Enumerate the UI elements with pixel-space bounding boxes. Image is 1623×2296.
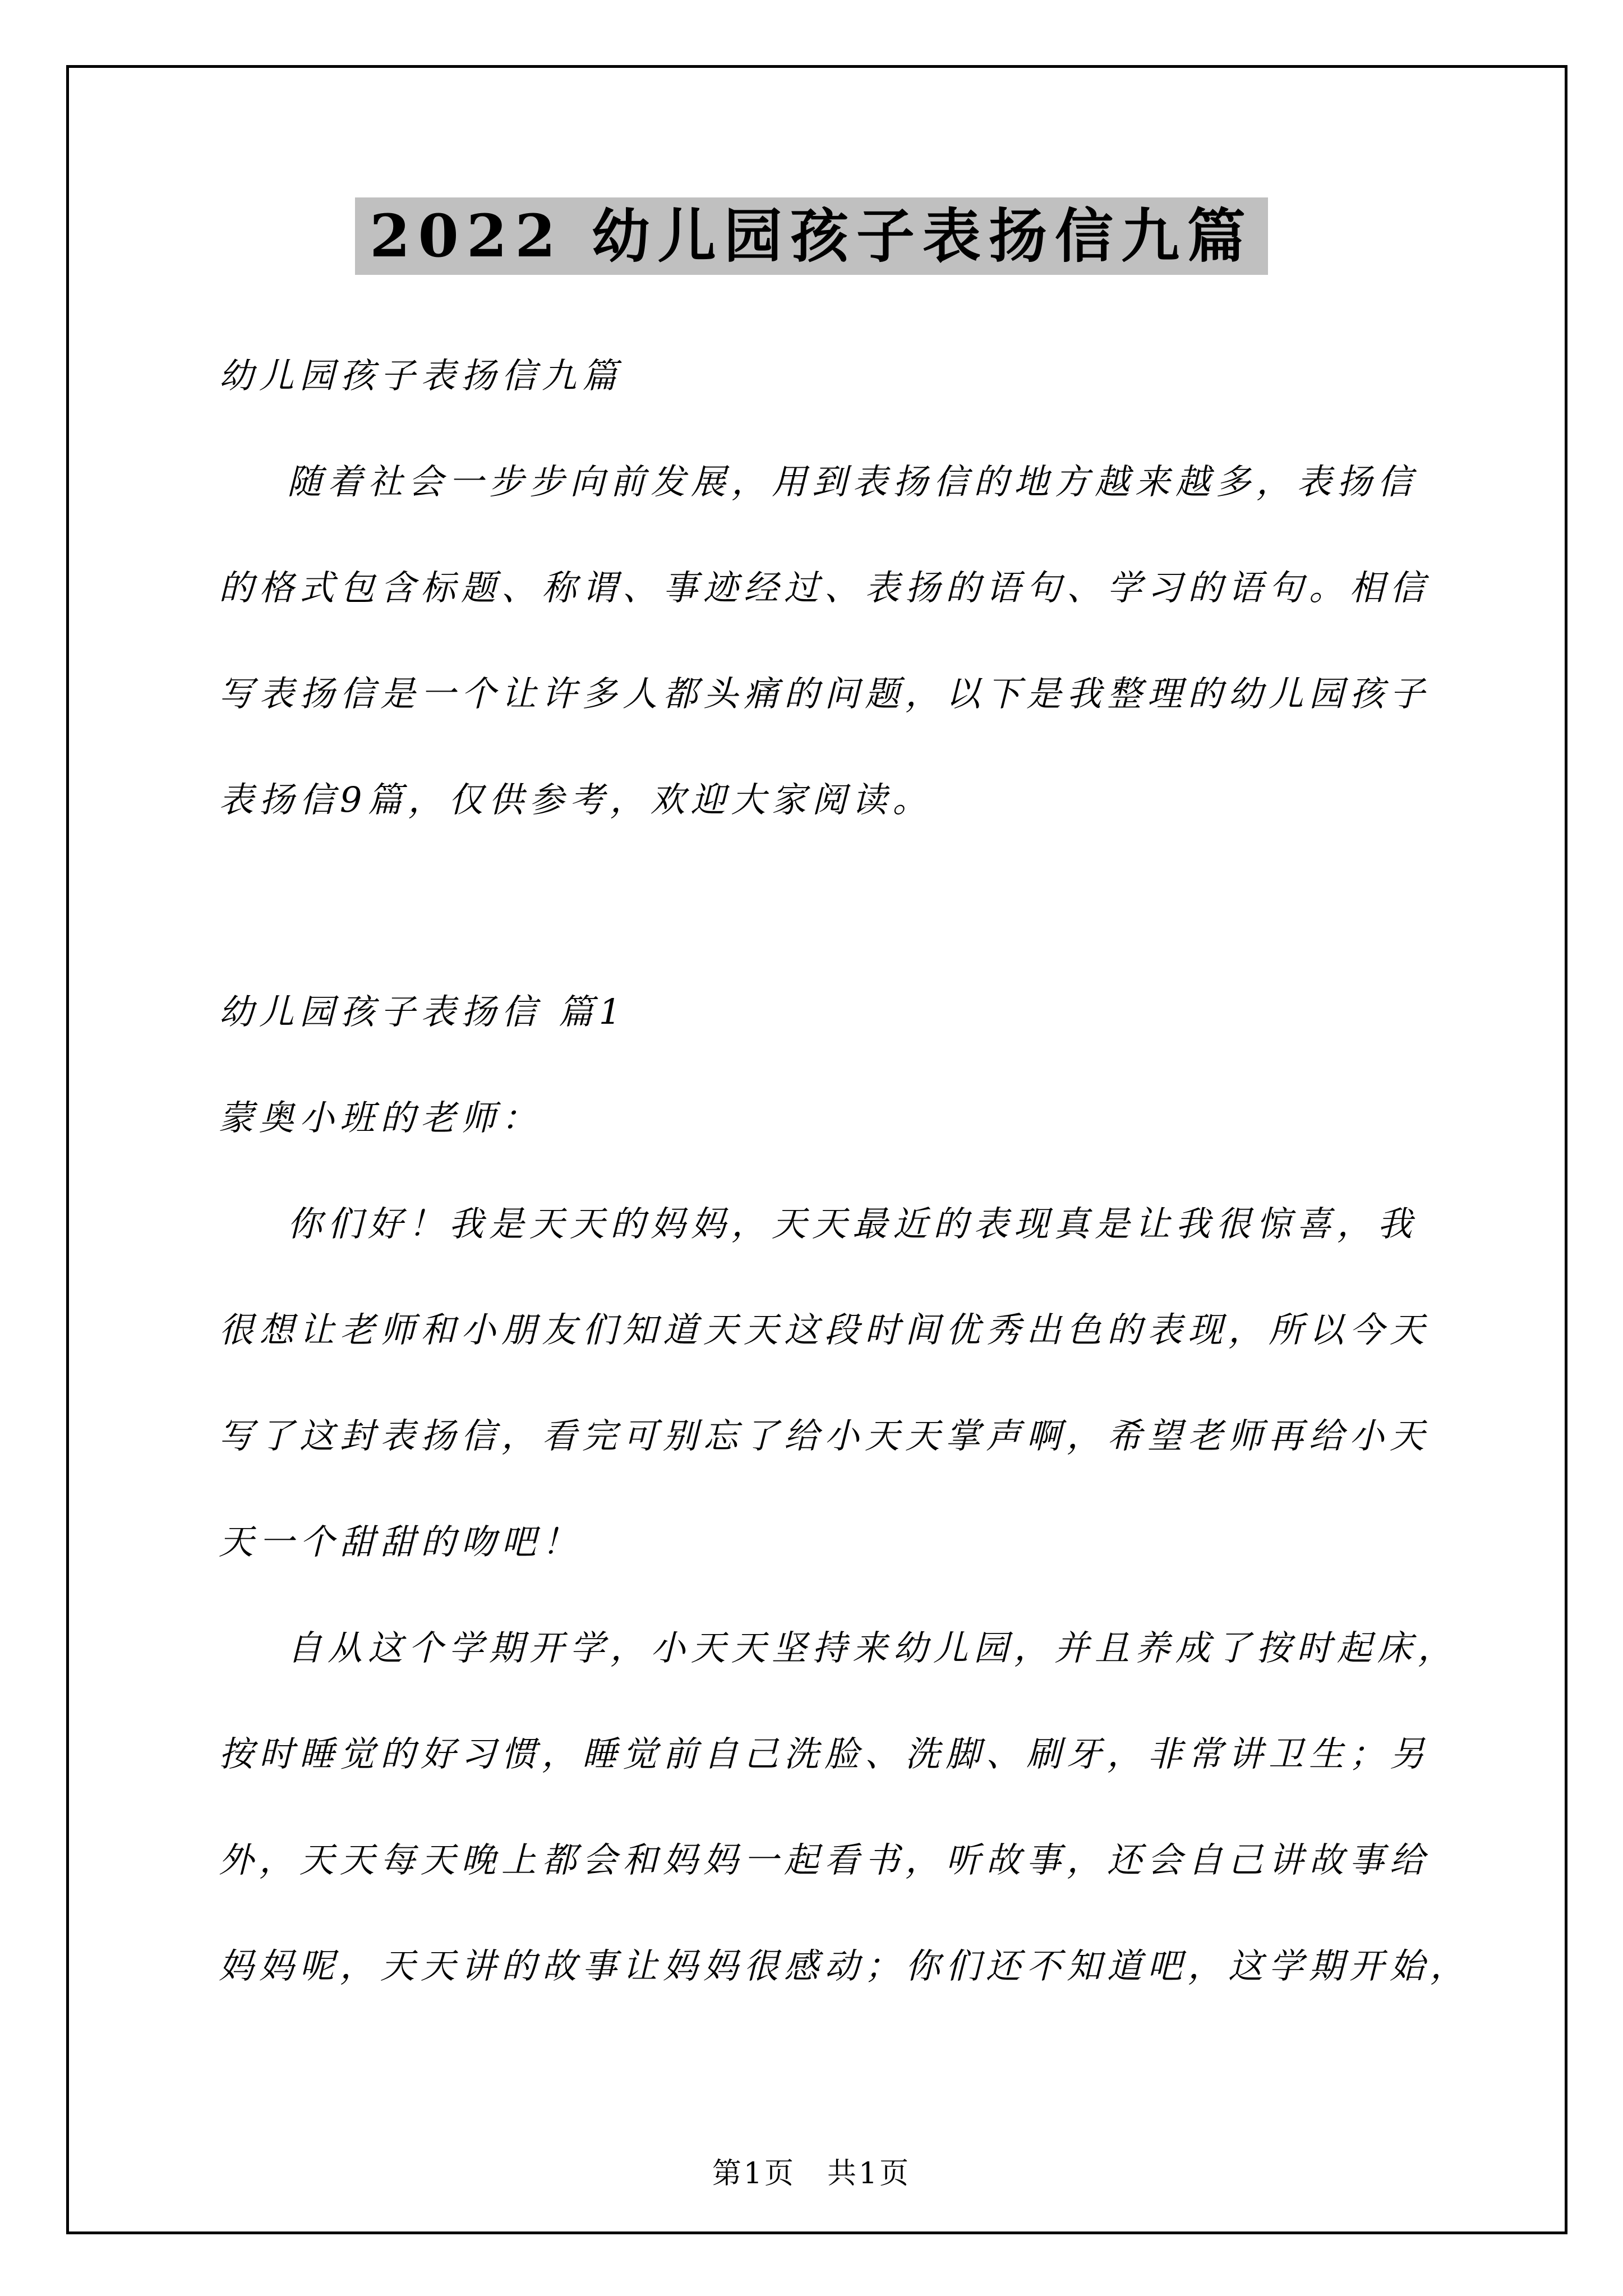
body-line: 很想让老师和小朋友们知道天天这段时间优秀出色的表现，所以今天	[219, 1309, 1431, 1350]
body-line: 妈妈呢，天天讲的故事让妈妈很感动；你们还不知道吧，这学期开始，	[219, 1945, 1471, 1986]
body-line: 写表扬信是一个让许多人都头痛的问题，以下是我整理的幼儿园孩子	[219, 673, 1431, 714]
body-line: 外，天天每天晚上都会和妈妈一起看书，听故事，还会自己讲故事给	[219, 1839, 1431, 1880]
body-line: 幼儿园孩子表扬信 篇1	[219, 991, 627, 1032]
body-line: 的格式包含标题、称谓、事迹经过、表扬的语句、学习的语句。相信	[219, 567, 1431, 608]
body-line: 天一个甜甜的吻吧！	[219, 1521, 583, 1562]
body-line: 表扬信9篇，仅供参考，欢迎大家阅读。	[219, 779, 933, 820]
body-line: 蒙奥小班的老师：	[219, 1097, 542, 1138]
body-line: 自从这个学期开学，小天天坚持来幼儿园，并且养成了按时起床，	[287, 1627, 1459, 1668]
document-body	[219, 323, 1471, 2019]
body-line: 幼儿园孩子表扬信九篇	[219, 355, 623, 396]
body-line: 按时睡觉的好习惯，睡觉前自己洗脸、洗脚、刷牙，非常讲卫生；另	[219, 1733, 1431, 1774]
body-line-blank	[219, 853, 1464, 959]
title-row	[0, 197, 1623, 275]
document-title: 2022 幼儿园孩子表扬信九篇	[355, 197, 1268, 275]
page-number-footer: 第1页 共1页	[712, 2157, 911, 2191]
body-line: 你们好！我是天天的妈妈，天天最近的表现真是让我很惊喜，我	[287, 1203, 1418, 1244]
body-line: 写了这封表扬信，看完可别忘了给小天天掌声啊，希望老师再给小天	[219, 1415, 1431, 1456]
body-line: 随着社会一步步向前发展，用到表扬信的地方越来越多，表扬信	[287, 461, 1418, 502]
